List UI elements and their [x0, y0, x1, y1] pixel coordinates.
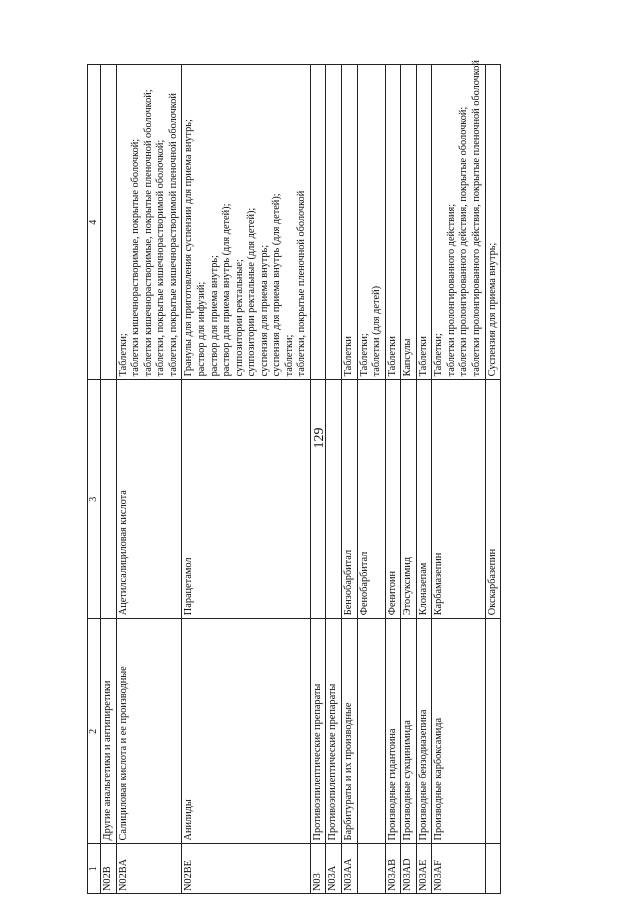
code-cell: N02B	[101, 844, 117, 894]
dosage-form-line: таблетки, покрытые кишечнорастворимой оболочкой;	[155, 139, 167, 377]
code-cell: N03	[310, 844, 326, 894]
drug-cell	[326, 380, 342, 619]
group-cell: Производные сукцинимида	[401, 619, 417, 844]
page-number: 129	[312, 427, 327, 449]
group-cell: Противоэпилептические препараты	[310, 619, 326, 844]
drug-cell: Фенитоин	[385, 380, 401, 619]
drug-cell: Клоназепам	[416, 380, 432, 619]
group-cell: Барбитураты и их производные	[342, 619, 358, 844]
drug-cell: Карбамазепин	[432, 380, 485, 619]
drug-table	[87, 60, 501, 894]
dosage-form-line: таблетки, покрытые кишечнорастворимой пленочной оболочкой	[167, 93, 179, 377]
code-cell: N03AA	[342, 844, 358, 894]
dosage-form-line: раствор для инфузий;	[196, 281, 208, 377]
drug-cell: Этосуксимид	[401, 380, 417, 619]
table-row	[357, 65, 385, 894]
dosage-forms-cell	[326, 65, 342, 380]
dosage-form-line: Капсулы	[402, 338, 414, 377]
code-cell: N03AB	[385, 844, 401, 894]
group-cell: Другие анальгетики и антипиретики	[101, 619, 117, 844]
dosage-form-line: суспензия для приема внутрь (для детей);	[271, 193, 283, 377]
dosage-form-line: таблетки;	[283, 334, 295, 377]
dosage-form-line: таблетки (для детей)	[371, 285, 383, 377]
drug-cell: Ацетилсалициловая кислота	[116, 380, 182, 619]
dosage-form-line: таблетки пролонгированного действия, покрытые пленочной оболочкой	[470, 60, 482, 377]
dosage-form-line: суспензия для приема внутрь;	[258, 244, 270, 377]
group-cell: Производные бензодиазепина	[416, 619, 432, 844]
dosage-form-line: раствор для приема внутрь;	[208, 255, 220, 377]
dosage-forms-cell	[485, 65, 501, 380]
dosage-forms-cell	[182, 65, 310, 380]
dosage-form-line: Таблетки;	[433, 333, 445, 377]
dosage-form-line: Таблетки	[386, 336, 398, 377]
dosage-form-line: таблетки кишечнорастворимые, покрытые оболочкой;	[130, 138, 142, 377]
table-row	[326, 65, 342, 894]
table-row	[310, 65, 326, 894]
table-header-row	[88, 65, 101, 894]
dosage-form-line: таблетки пролонгированного действия, покрытые оболочкой;	[458, 106, 470, 377]
header-col-1: 1	[88, 844, 101, 894]
drug-cell	[310, 380, 326, 619]
drug-cell	[101, 380, 117, 619]
dosage-forms-cell	[385, 65, 401, 380]
group-cell	[357, 619, 385, 844]
table-row	[432, 65, 485, 894]
table-row	[485, 65, 501, 894]
dosage-form-line: Гранулы для приготовления суспензии для приема внутрь;	[183, 119, 195, 377]
dosage-forms-cell	[342, 65, 358, 380]
table-row	[385, 65, 401, 894]
code-cell: N02BA	[116, 844, 182, 894]
dosage-form-line: суппозитории ректальные (для детей);	[246, 207, 258, 377]
table-row	[416, 65, 432, 894]
dosage-form-line: Суспензия для приема внутрь;	[486, 242, 498, 377]
dosage-forms-cell	[357, 65, 385, 380]
code-cell: N03A	[326, 844, 342, 894]
group-cell: Производные гидантоина	[385, 619, 401, 844]
table-row	[101, 65, 117, 894]
group-cell: Противоэпилептические препараты	[326, 619, 342, 844]
table-row	[342, 65, 358, 894]
header-col-3: 3	[88, 380, 101, 619]
code-cell	[357, 844, 385, 894]
dosage-forms-cell	[432, 60, 485, 380]
drug-cell: Парацетамол	[182, 380, 310, 619]
dosage-forms-cell	[401, 65, 417, 380]
group-cell: Производные карбоксамида	[432, 619, 485, 844]
dosage-form-line: раствор для приема внутрь (для детей);	[221, 203, 233, 377]
code-cell: N02BE	[182, 844, 310, 894]
dosage-form-line: Таблетки;	[117, 333, 129, 377]
code-cell: N03AF	[432, 844, 485, 894]
group-cell	[485, 619, 501, 844]
group-cell: Салициловая кислота и ее производные	[116, 619, 182, 844]
dosage-form-line: таблетки, покрытые пленочной оболочкой	[296, 190, 308, 377]
drug-cell: Фенобарбитал	[357, 380, 385, 619]
table-row	[116, 65, 182, 894]
dosage-forms-cell	[101, 65, 117, 380]
drug-cell: Окскарбазепин	[485, 380, 501, 619]
rotated-table-container	[87, 60, 538, 894]
code-cell	[485, 844, 501, 894]
group-cell: Анилиды	[182, 619, 310, 844]
table-row	[182, 65, 310, 894]
dosage-form-line: суппозитории ректальные;	[233, 259, 245, 377]
dosage-form-line: Таблетки;	[358, 333, 370, 377]
table-row	[401, 65, 417, 894]
dosage-forms-cell	[310, 65, 326, 380]
table-body	[101, 60, 501, 894]
drug-cell: Бензобарбитал	[342, 380, 358, 619]
dosage-form-line: таблетки пролонгированного действия;	[445, 203, 457, 377]
code-cell: N03AD	[401, 844, 417, 894]
dosage-form-line: таблетки кишечнорастворимые, покрытые пленочной оболочкой;	[142, 89, 154, 377]
dosage-form-line: Таблетки	[343, 336, 355, 377]
dosage-forms-cell	[416, 65, 432, 380]
dosage-form-line: Таблетки	[417, 336, 429, 377]
code-cell: N03AE	[416, 844, 432, 894]
dosage-forms-cell	[116, 65, 182, 380]
header-col-2: 2	[88, 619, 101, 844]
header-col-4: 4	[88, 65, 101, 380]
